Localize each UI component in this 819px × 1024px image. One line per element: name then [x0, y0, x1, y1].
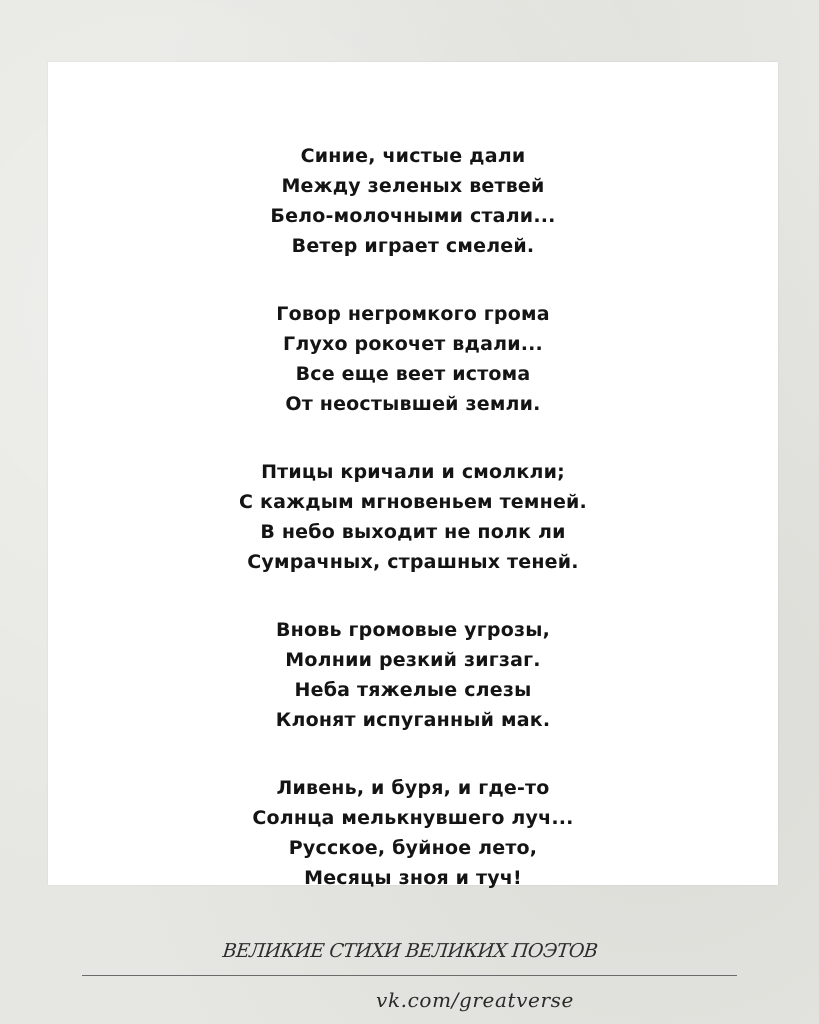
footer-title: ВЕЛИКИЕ СТИХИ ВЕЛИКИХ ПОЭТОВ	[221, 940, 599, 962]
stanza-2	[48, 299, 778, 419]
poem-line: Ветер играет смелей.	[291, 235, 535, 257]
poem-line: Русское, буйное лето,	[288, 837, 538, 859]
stanza-4	[48, 615, 778, 735]
stanza-3	[48, 457, 778, 577]
poem-line: Синие, чистые дали	[300, 145, 526, 167]
footer-divider	[82, 975, 737, 976]
poem-line: Неба тяжелые слезы	[294, 679, 532, 701]
poem-line: Бело-молочными стали...	[270, 205, 556, 227]
poem-line: Молнии резкий зигзаг.	[285, 649, 541, 671]
poem-line: Клонят испуганный мак.	[275, 709, 551, 731]
poem-line: Ливень, и буря, и где-то	[276, 777, 550, 799]
poem-line: Глухо рокочет вдали...	[283, 333, 543, 355]
poem-line: Сумрачных, страшных теней.	[247, 551, 579, 573]
poem-line: Месяцы зноя и туч!	[304, 867, 522, 889]
poem-line: Птицы кричали и смолкли;	[261, 461, 565, 483]
poem-line: В небо выходит не полк ли	[260, 521, 566, 543]
poem-line: Солнца мелькнувшего луч...	[252, 807, 574, 829]
poem-text	[48, 141, 778, 931]
poem-line: От неостывшей земли.	[285, 393, 541, 415]
stanza-5	[48, 773, 778, 893]
footer-link[interactable]: vk.com/greatverse	[376, 988, 574, 1012]
poem-line: Между зеленых ветвей	[281, 175, 545, 197]
poem-line: Вновь громовые угрозы,	[276, 619, 550, 641]
poem-line: Говор негромкого грома	[276, 303, 550, 325]
poem-line: С каждым мгновеньем темней.	[239, 491, 587, 513]
poem-line: Все еще веет истома	[295, 363, 531, 385]
poem-card	[48, 62, 778, 889]
stanza-1	[48, 141, 778, 261]
